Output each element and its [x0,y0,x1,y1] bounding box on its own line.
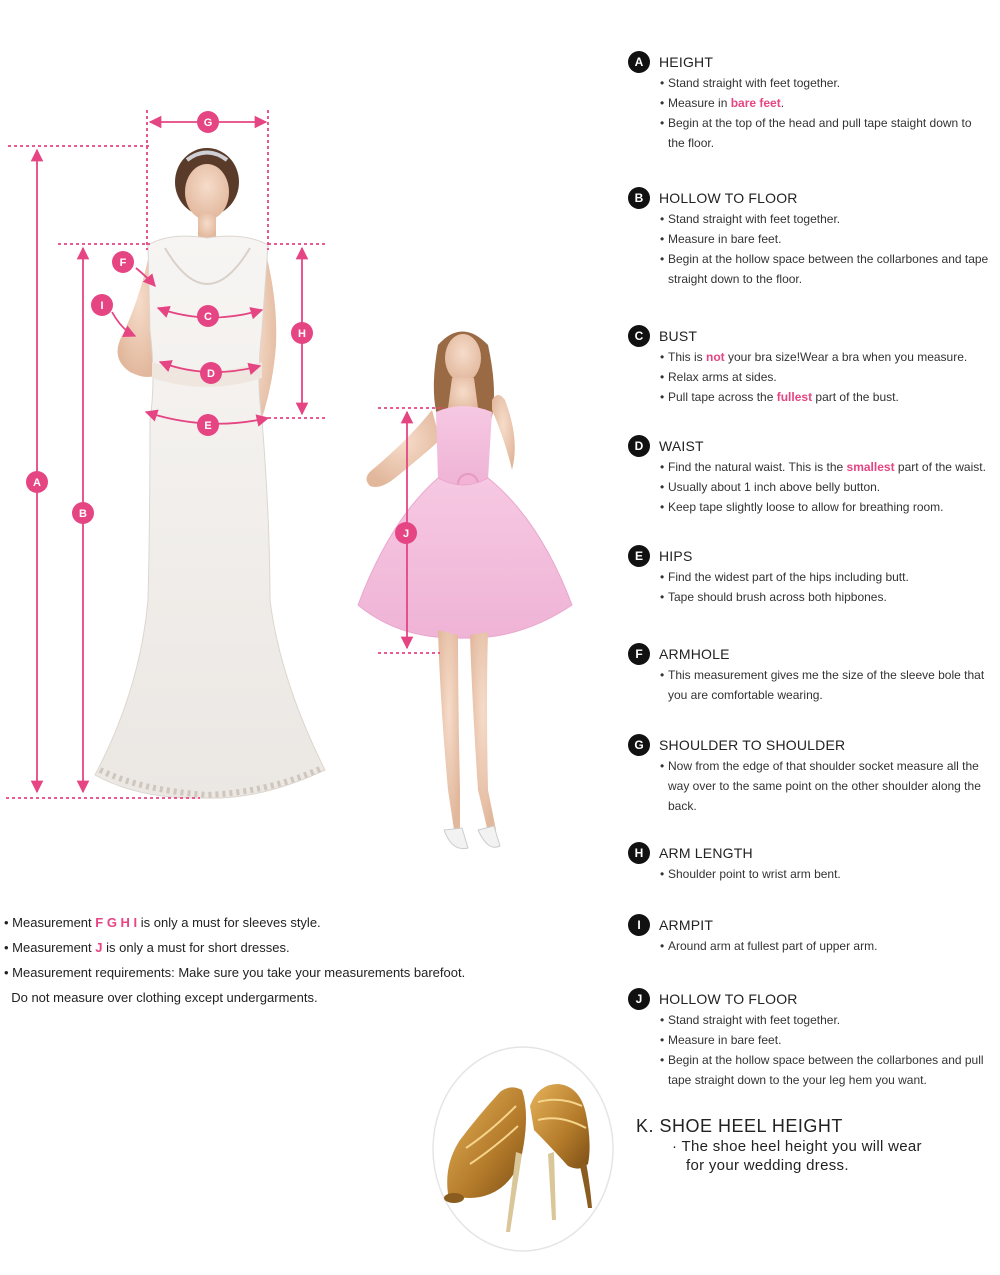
bullet-item [660,936,1000,956]
highlight-text: F G H I [95,915,138,930]
shoe-heel-line-1: · The shoe heel height you will wear [672,1138,922,1155]
bullet-item [660,113,1000,133]
measurement-bullets [660,756,1000,816]
text-run: Find the natural waist. This is the [668,460,847,474]
text-run: This is [668,350,707,364]
badge-b-icon: B [628,187,650,209]
text-run: is only a must for sleeves style. [137,915,321,930]
text-run: Relax arms at sides. [668,370,777,384]
text-run: your bra size!Wear a bra when you measure. [724,350,968,364]
badge-f-icon: F [628,643,650,665]
badge-d-icon: D [628,435,650,457]
text-run: Stand straight with feet together. [668,212,841,226]
text-run: Stand straight with feet together. [668,76,841,90]
measurement-item-armpit [628,915,1000,956]
bullet-item [660,477,1000,497]
measurement-bullets [660,936,1000,956]
badge-a-icon: A [628,51,650,73]
bullet-item [660,93,1000,113]
highlight-text: smallest [846,460,895,474]
highlight-text: fullest [776,390,813,404]
text-run: Find the widest part of the hips including butt. [668,570,909,584]
text-run: • Measurement [4,940,96,955]
badge-j-icon: J [628,988,650,1010]
highlight-text: bare feet [730,96,781,110]
label-g: G [203,117,213,129]
measurement-bullets [660,457,1000,517]
text-run: part of the bust. [812,390,899,404]
measurement-bullets [660,1010,1000,1090]
bullet-item [660,1050,1000,1070]
measurement-figure [0,0,600,880]
short-dress-figure [358,332,572,849]
measurement-bullets [660,209,1000,289]
text-run: Begin at the top of the head and pull tape staight down to [668,116,972,130]
measurement-title: HIPS [659,548,693,564]
measurement-title: ARMHOLE [659,646,730,662]
shoe-heel-title: K. SHOE HEEL HEIGHT [636,1116,843,1136]
bullet-item [660,756,1000,776]
measurement-bullets [660,347,1000,407]
measurement-item-height [628,52,1000,153]
highlight-text: not [706,350,725,364]
measurement-item-armhole [628,644,1000,705]
text-run: Measure in [668,96,731,110]
text-run: Stand straight with feet together. [668,1013,841,1027]
label-j: J [402,528,410,540]
bride-figure [95,148,325,798]
text-run: Keep tape slightly loose to allow for breathing room. [668,500,944,514]
text-run: Measure in bare feet. [668,232,782,246]
label-c: C [204,311,212,323]
text-run: Now from the edge of that shoulder socket measure all the [668,759,979,773]
bullet-item [660,587,1000,607]
label-d: D [207,368,215,380]
measurement-item-bust [628,326,1000,407]
text-run: straight down to the floor. [668,272,803,286]
label-i: I [100,300,104,312]
measurement-bullets [660,864,1000,884]
badge-c-icon: C [628,325,650,347]
bullet-item [660,685,1000,705]
shoe-image [430,1044,616,1254]
measurement-item-hollow-to-floor [628,188,1000,289]
text-run: back. [668,799,697,813]
text-run: • Measurement requirements: Make sure you take your measurements barefoot. [4,965,466,980]
label-h: H [298,328,306,340]
measurement-title: SHOULDER TO SHOULDER [659,737,846,753]
badge-h-icon: H [628,842,650,864]
measurement-notes [4,910,564,1010]
text-run: you are comfortable wearing. [668,688,823,702]
text-run: Usually about 1 inch above belly button. [668,480,881,494]
text-run: is only a must for short dresses. [102,940,290,955]
bullet-item [660,665,1000,685]
measurement-bullets [660,567,1000,607]
measurement-item-arm-length [628,843,1000,884]
label-b: B [79,508,87,520]
text-run: This measurement gives me the size of the sleeve bole that [668,668,985,682]
measurement-title: HEIGHT [659,54,714,70]
text-run: way over to the same point on the other shoulder along the [668,779,981,793]
bullet-item [660,73,1000,93]
measurement-title: ARM LENGTH [659,845,753,861]
bullet-item [660,776,1000,796]
text-run: Tape should brush across both hipbones. [668,590,887,604]
shoe-heel-line-2: for your wedding dress. [686,1157,849,1174]
badge-g-icon: G [628,734,650,756]
label-f: F [119,257,127,269]
bullet-item [660,567,1000,587]
bullet-item [660,347,1000,367]
bullet-item [660,497,1000,517]
badge-e-icon: E [628,545,650,567]
text-run: Around arm at fullest part of upper arm. [668,939,878,953]
measurement-title: HOLLOW TO FLOOR [659,991,798,1007]
measurement-title: BUST [659,328,698,344]
note-line [4,985,564,1010]
text-run: Do not measure over clothing except undergarments. [4,990,318,1005]
text-run: part of the waist. [894,460,986,474]
bullet-item [660,367,1000,387]
text-run: Begin at the hollow space between the collarbones and tape [668,252,989,266]
measurement-title: ARMPIT [659,917,714,933]
text-run: Measure in bare feet. [668,1033,782,1047]
measurement-bullets [660,73,1000,153]
note-line [4,960,564,985]
bullet-item [660,864,1000,884]
measurement-title: WAIST [659,438,704,454]
bullet-item [660,1070,1000,1090]
badge-i-icon: I [628,914,650,936]
bullet-item [660,133,1000,153]
note-line [4,910,564,935]
bullet-item [660,387,1000,407]
text-run: tape straight down to the your leg hem you want. [668,1073,927,1087]
bullet-item [660,1030,1000,1050]
measurement-bullets [660,665,1000,705]
highlight-text: J [95,940,103,955]
measurement-title: HOLLOW TO FLOOR [659,190,798,206]
bullet-item [660,249,1000,269]
measurement-item-shoulder-to-shoulder [628,735,1000,816]
label-e: E [204,420,212,432]
measurement-item-waist [628,436,1000,517]
bullet-item [660,209,1000,229]
text-run: . [780,96,785,110]
measurement-item-hips [628,546,1000,607]
text-run: Pull tape across the [668,390,777,404]
text-run: the floor. [668,136,715,150]
bullet-item [660,457,1000,477]
text-run: • Measurement [4,915,96,930]
bullet-item [660,229,1000,249]
text-run: Shoulder point to wrist arm bent. [668,867,841,881]
measurement-item-hollow-to-floor-short [628,989,1000,1090]
bullet-item [660,1010,1000,1030]
note-line [4,935,564,960]
bullet-item [660,269,1000,289]
label-a: A [33,477,41,489]
bullet-item [660,796,1000,816]
text-run: Begin at the hollow space between the collarbones and pull [668,1053,984,1067]
